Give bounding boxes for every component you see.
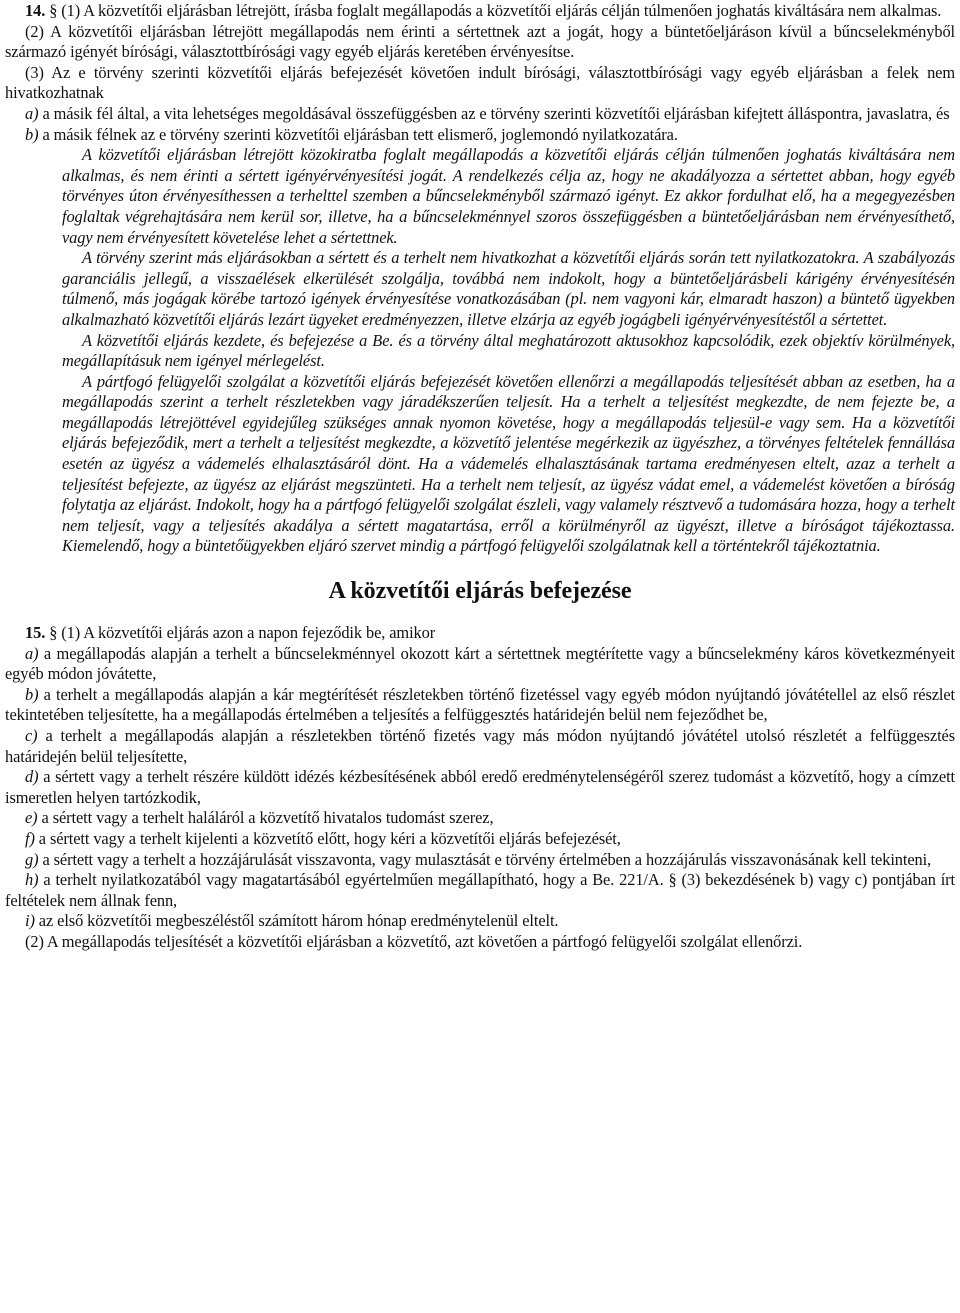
- item-label: i): [25, 911, 35, 931]
- section-14-para-1-text: § (1) A közvetítői eljárásban létrejött, írásba foglalt megállapodás a közvetítői eljárás célján túlmenően joghatás kiváltására nem alkalmas.: [49, 1, 942, 20]
- item-label: c): [25, 726, 38, 745]
- item-label: b): [25, 124, 39, 144]
- section-14-para-2: (2) A közvetítői eljárásban létrejött megállapodás nem érinti a sértettnek azt a jogát, hogy a büntetőeljáráson kívül a bűncselekményből származó igényét bírósági, választottbírósági vagy egyéb eljárás keretében érvényesítse.: [5, 21, 955, 62]
- section-15-para-1-text: § (1) A közvetítői eljárás azon a napon fejeződik be, amikor: [49, 623, 436, 643]
- item-text: az első közvetítői megbeszéléstől számított három hónap eredménytelenül eltelt.: [34, 911, 559, 931]
- section-15-item: [5, 644, 955, 685]
- document-page: [0, 1, 960, 1313]
- section-14-para-3: (3) Az e törvény szerinti közvetítői eljárás befejezését követően indult bírósági, választottbírósági vagy egyéb eljárásban a felek nem hivatkozhatnak: [5, 62, 955, 103]
- item-text: a terhelt a megállapodás alapján a kár megtérítését részletekben történő fizetéssel vagy egyéb módon nyújtandó jóvátétellel az első részlet tekintetében teljesítette, ha a megállapodás értelmében a teljesítés a felfüggesztés határidején belül nem fejeződhet be,: [5, 684, 955, 725]
- commentary-para-3: A közvetítői eljárás kezdete, és befejezése a Be. és a törvény által meghatározott aktusokhoz kapcsolódik, ezek objektív körülmények, megállapításuk nem igényel mérlegelést.: [62, 330, 955, 371]
- item-text: a sértett vagy a terhelt részére küldött idézés kézbesítésének abból eredő eredménytelenségéről szerez tudomást a közvetítő, hogy a címzett ismeretlen helyen tartózkodik,: [5, 767, 955, 807]
- section-15-number: 15.: [25, 623, 46, 643]
- item-text: a sértett vagy a terhelt kijelenti a közvetítő előtt, hogy kéri a közvetítői eljárás befejezését,: [34, 828, 621, 848]
- item-label: e): [25, 808, 38, 828]
- section-15-item: [5, 911, 955, 932]
- section-15-para-1: [5, 623, 955, 644]
- item-text: a sértett vagy a terhelt haláláról a közvetítő hivatalos tudomást szerez,: [37, 808, 494, 828]
- section-15-item: [5, 870, 955, 911]
- item-label: d): [25, 767, 39, 787]
- item-text: a sértett vagy a terhelt a hozzájárulását visszavonta, vagy mulasztását e törvény értelmében a hozzájárulás visszavonásának kell tekinteni,: [38, 849, 932, 869]
- section-14-item-a: [5, 104, 955, 125]
- item-label: f): [25, 828, 35, 848]
- commentary-para-4: A pártfogó felügyelői szolgálat a közvetítői eljárás befejezését követően ellenőrzi a megállapodás teljesítését abban az esetben, ha a megállapodás szerint a terhelt részletekben vagy járadékszerűen teljesít. Ha a terhelt a teljesítést megkezdte, de nem fejezte be, a megállapodás létrejöttével egyidejűleg szükséges annak nyomon követése, hogy a megállapodás teljesül-e vagy sem. Ha a közvetítői eljárás befejeződik, mert a terhelt a teljesítést megkezdte, a közvetítő jelentése megérkezik az ügyészhez, a törvényes feltételek fennállása esetén az ügyész a vádemelés elhalasztásáról dönt. Ha a vádemelés elhalasztásának tartama eredményesen eltelt, azaz a terhelt a teljesítést befejezte, az ügyész az eljárást megszünteti. Ha a terhelt nem teljesít, az ügyész vádat emel, a vádemelést követően a bíróság folytatja az eljárást. Indokolt, hogy ha a pártfogó felügyelői szolgálat észleli, vagy valamely résztvevő a tudomására hozza, hogy a terhelt nem teljesít, vagy a teljesítés akadálya a sértett magatartása, erről a körülményről az ügyészt, illetve a bíróságot tájékoztassa. Kiemelendő, hogy a büntetőügyekben eljáró szervet mindig a pártfogó felügyelői szolgálatnak kell a történtekről tájékoztatnia.: [62, 371, 955, 556]
- section-14-item-b: [5, 125, 955, 146]
- section-15-item: [5, 685, 955, 726]
- commentary-para-1: A közvetítői eljárásban létrejött közokiratba foglalt megállapodás a közvetítői eljárás célján túlmenően joghatás kiváltására nem alkalmas, és nem érinti a sértett igényérvényesítési jogát. A rendelkezés célja az, hogy ne akadályozza a sértettet abban, hogy egyéb törvényes úton érvényesíthessen a terhelttel szemben a bűncselekményből származó igényt. Ez akkor fordulhat elő, ha a megegyezésben foglaltak végrehajtására nem kerül sor, illetve, ha a bűncselekménnyel szoros összefüggésben a büntetőeljárásban nem érvényesíthető, vagy nem érvényesített követelése lehet a sértettnek.: [62, 145, 955, 247]
- item-label: a): [25, 103, 39, 123]
- item-text: a terhelt nyilatkozatából vagy magatartásából egyértelműen megállapítható, hogy a Be. 221/A. § (3) bekezdésének b) vagy c) pontjában írt feltételek nem állnak fenn,: [5, 870, 955, 910]
- section-15-item: [5, 850, 955, 871]
- commentary-para-2: A törvény szerint más eljárásokban a sértett és a terhelt nem hivatkozhat a közvetítői eljárás során tett nyilatkozatokra. A szabályozás garanciális jellegű, a visszaélések elkerülését szolgálja, továbbá nem indokolt, hogy a büntetőeljárásbeli kárigény érvényesítésén túlmenő, más jogágak körébe tartozó igények érvényesítése vonatkozásában (pl. nem vagyoni kár, elmaradt haszon) a büntető ügyekben alkalmazható közvetítői eljárás lezárt ügyeket eredményezzen, illetve elzárja az egyéb jogágbeli igényérvényesítéstől a sértettet.: [62, 248, 955, 329]
- item-text: a terhelt a megállapodás alapján a részletekben történő fizetés vagy más módon nyújtandó jóvátétel utolsó részletét a felfüggesztés határidején belül teljesítette,: [5, 726, 955, 766]
- section-15-item: [5, 726, 955, 767]
- section-14-para-1: [5, 1, 955, 22]
- item-text: a másik félnek az e törvény szerinti közvetítői eljárásban tett elismerő, joglemondó nyilatkozatára.: [38, 124, 678, 144]
- section-15-item: [5, 808, 955, 829]
- section-14-number: 14.: [25, 1, 46, 20]
- section-15-para-2: (2) A megállapodás teljesítését a közvetítői eljárásban a közvetítő, azt követően a pártfogó felügyelői szolgálat ellenőrzi.: [25, 931, 803, 951]
- item-label: h): [25, 870, 39, 890]
- item-text: a másik fél által, a vita lehetséges megoldásával összefüggésben az e törvény szerinti közvetítői eljárásban kifejtett álláspontra, javaslatra, és: [38, 103, 950, 123]
- item-label: b): [25, 684, 39, 704]
- section-15-item: [5, 829, 955, 850]
- item-label: a): [25, 643, 39, 663]
- section-15-item: [5, 767, 955, 808]
- section-heading: A közvetítői eljárás befejezése: [328, 578, 632, 605]
- item-text: a megállapodás alapján a terhelt a bűncselekménnyel okozott kárt a sértettnek megtérítette vagy a bűncselekmény káros következményeit egyéb módon jóvátette,: [5, 643, 955, 684]
- item-label: g): [25, 849, 39, 869]
- section-15-item-list: [5, 644, 955, 932]
